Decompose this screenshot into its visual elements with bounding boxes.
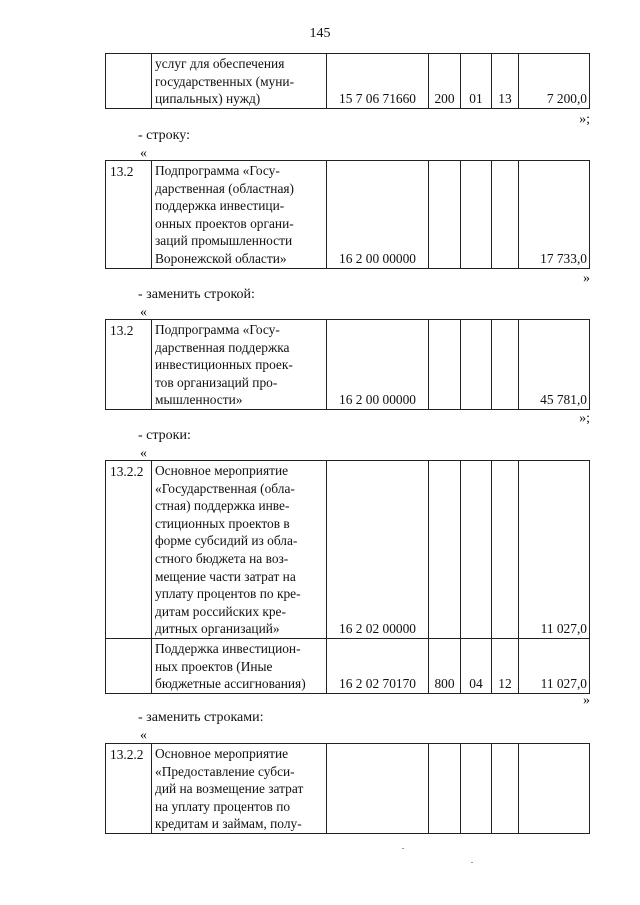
expense-type — [429, 320, 461, 410]
name-line: на уплату процентов по — [155, 798, 291, 814]
scan-speck — [471, 862, 473, 863]
open-quote: « — [140, 146, 147, 161]
expense-type — [429, 744, 461, 834]
row-number: 13.2 — [106, 161, 152, 269]
name-line: ных проектов (Иные — [155, 658, 273, 674]
amount — [519, 744, 590, 834]
target-code: 16 2 00 00000 — [327, 320, 429, 410]
name-line: государственных (муни- — [155, 73, 295, 89]
row-name — [152, 744, 327, 834]
section-code — [461, 161, 492, 269]
name-line: дитам российских кре- — [155, 603, 286, 619]
section-code — [461, 461, 492, 639]
budget-table — [105, 160, 590, 269]
name-line: стиционных проектов в — [155, 515, 290, 531]
name-line: форме субсидий из обла- — [155, 533, 298, 549]
name-line: заций промышленности — [155, 233, 293, 249]
name-line: кредитам и займам, полу- — [155, 816, 302, 832]
row-name — [152, 54, 327, 109]
row-number: 13.2.2 — [106, 461, 152, 639]
row-name — [152, 638, 327, 693]
subsection-code — [492, 161, 519, 269]
name-line: стного бюджета на воз- — [155, 550, 289, 566]
section-code: 04 — [461, 638, 492, 693]
close-quote: »; — [579, 112, 590, 127]
name-line: «Государственная (обла- — [155, 480, 295, 496]
name-line: уплату процентов по кре- — [155, 586, 301, 602]
row-number — [106, 638, 152, 693]
target-code — [327, 744, 429, 834]
target-code: 16 2 02 00000 — [327, 461, 429, 639]
budget-table — [105, 319, 590, 410]
expense-type — [429, 461, 461, 639]
name-line: дарственная (областная) — [155, 180, 294, 196]
expense-type: 200 — [429, 54, 461, 109]
open-quote: « — [140, 446, 147, 461]
expense-type — [429, 161, 461, 269]
amount: 45 781,0 — [519, 320, 590, 410]
target-code: 16 2 00 00000 — [327, 161, 429, 269]
budget-table — [105, 743, 590, 834]
subsection-code: 12 — [492, 638, 519, 693]
table-row — [106, 161, 590, 269]
table-row — [106, 638, 590, 693]
row-name — [152, 461, 327, 639]
section-code — [461, 320, 492, 410]
section-code: 01 — [461, 54, 492, 109]
name-line: услуг для обеспечения — [155, 56, 285, 71]
name-line: Подпрограмма «Госу- — [155, 163, 280, 178]
row-number: 13.2 — [106, 320, 152, 410]
name-line: Подпрограмма «Госу- — [155, 322, 280, 337]
budget-table — [105, 460, 590, 694]
table-row — [106, 461, 590, 639]
name-line: дитных организаций» — [155, 621, 280, 637]
name-line: дий на возмещение затрат — [155, 781, 304, 797]
scan-speck — [402, 848, 404, 849]
section-code — [461, 744, 492, 834]
name-line: стная) поддержка инве- — [155, 498, 290, 514]
row-name — [152, 320, 327, 410]
name-line: Основное мероприятие — [155, 463, 289, 478]
name-line: мещение части затрат на — [155, 568, 296, 584]
close-quote: » — [583, 271, 590, 286]
budget-table — [105, 53, 590, 109]
amount: 11 027,0 — [519, 638, 590, 693]
page-number: 145 — [309, 26, 331, 41]
name-line: ципальных) нужд) — [155, 91, 261, 107]
open-quote: « — [140, 728, 147, 743]
row-number — [106, 54, 152, 109]
amount: 7 200,0 — [519, 54, 590, 109]
amount: 11 027,0 — [519, 461, 590, 639]
row-name — [152, 161, 327, 269]
name-line: онных проектов органи- — [155, 215, 294, 231]
table-row — [106, 54, 590, 109]
close-quote: »; — [579, 411, 590, 426]
instruction-label: - строки: — [138, 428, 191, 443]
target-code: 16 2 02 70170 — [327, 638, 429, 693]
name-line: Поддержка инвестицион- — [155, 640, 301, 656]
table-row — [106, 320, 590, 410]
subsection-code — [492, 744, 519, 834]
expense-type: 800 — [429, 638, 461, 693]
subsection-code: 13 — [492, 54, 519, 109]
amount: 17 733,0 — [519, 161, 590, 269]
name-line: дарственная поддержка — [155, 339, 290, 355]
subsection-code — [492, 320, 519, 410]
name-line: «Предоставление субси- — [155, 763, 295, 779]
name-line: бюджетные ассигнования) — [155, 676, 306, 692]
instruction-label: - заменить строками: — [138, 710, 264, 725]
target-code: 15 7 06 71660 — [327, 54, 429, 109]
name-line: мышленности» — [155, 392, 243, 408]
row-number: 13.2.2 — [106, 744, 152, 834]
subsection-code — [492, 461, 519, 639]
close-quote: » — [583, 693, 590, 708]
name-line: Основное мероприятие — [155, 746, 289, 761]
name-line: инвестиционных проек- — [155, 357, 293, 373]
name-line: Воронежской области» — [155, 250, 287, 266]
table-row — [106, 744, 590, 834]
instruction-label: - строку: — [138, 128, 190, 143]
open-quote: « — [140, 305, 147, 320]
name-line: тов организаций про- — [155, 374, 278, 390]
name-line: поддержка инвестици- — [155, 198, 285, 214]
instruction-label: - заменить строкой: — [138, 287, 255, 302]
